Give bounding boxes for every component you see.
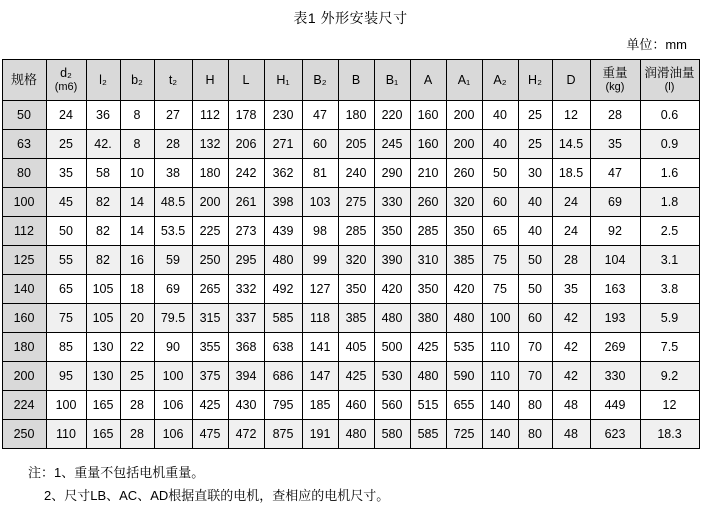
table-cell: 28: [552, 246, 590, 275]
table-cell: 58: [86, 159, 120, 188]
table-cell: 47: [302, 101, 338, 130]
table-cell: 104: [590, 246, 640, 275]
table-cell: 165: [86, 391, 120, 420]
table-cell: 38: [154, 159, 192, 188]
table-cell: 449: [590, 391, 640, 420]
table-cell: 585: [264, 304, 302, 333]
column-header: H: [192, 60, 228, 101]
table-row: [2, 333, 699, 362]
table-cell: 475: [192, 420, 228, 449]
column-header: H₂: [518, 60, 552, 101]
table-cell: 355: [192, 333, 228, 362]
table-cell: 273: [228, 217, 264, 246]
table-cell: 36: [86, 101, 120, 130]
table-cell: 290: [374, 159, 410, 188]
table-cell: 100: [154, 362, 192, 391]
table-cell: 1.6: [640, 159, 699, 188]
table-cell: 320: [446, 188, 482, 217]
table-cell: 55: [46, 246, 86, 275]
table-cell: 160: [410, 130, 446, 159]
table-cell: 18.5: [552, 159, 590, 188]
table-cell: 69: [590, 188, 640, 217]
column-header: D: [552, 60, 590, 101]
table-cell: 2.5: [640, 217, 699, 246]
cell-spec: 112: [2, 217, 46, 246]
table-cell: 230: [264, 101, 302, 130]
table-cell: 10: [120, 159, 154, 188]
cell-spec: 80: [2, 159, 46, 188]
table-cell: 585: [410, 420, 446, 449]
table-cell: 59: [154, 246, 192, 275]
note-line-1: 注：1、重量不包括电机重量。: [28, 465, 205, 480]
table-row: [2, 362, 699, 391]
table-cell: 492: [264, 275, 302, 304]
table-cell: 205: [338, 130, 374, 159]
table-cell: 439: [264, 217, 302, 246]
table-cell: 40: [482, 101, 518, 130]
table-cell: 350: [338, 275, 374, 304]
table-cell: 14: [120, 188, 154, 217]
column-header: A: [410, 60, 446, 101]
table-cell: 75: [46, 304, 86, 333]
table-row: [2, 391, 699, 420]
unit-label: 单位：mm: [626, 37, 687, 52]
table-cell: 330: [590, 362, 640, 391]
column-header: B₂: [302, 60, 338, 101]
table-cell: 390: [374, 246, 410, 275]
column-header: A₁: [446, 60, 482, 101]
table-cell: 110: [482, 362, 518, 391]
table-cell: 3.1: [640, 246, 699, 275]
table-row: [2, 304, 699, 333]
table-cell: 70: [518, 362, 552, 391]
table-cell: 53.5: [154, 217, 192, 246]
column-header: H₁: [264, 60, 302, 101]
table-cell: 330: [374, 188, 410, 217]
table-cell: 275: [338, 188, 374, 217]
table-cell: 80: [518, 391, 552, 420]
table-cell: 368: [228, 333, 264, 362]
table-cell: 425: [338, 362, 374, 391]
table-cell: 79.5: [154, 304, 192, 333]
table-cell: 99: [302, 246, 338, 275]
table-cell: 380: [410, 304, 446, 333]
table-cell: 42: [552, 333, 590, 362]
table-cell: 271: [264, 130, 302, 159]
table-row: [2, 275, 699, 304]
table-cell: 50: [518, 246, 552, 275]
cell-spec: 224: [2, 391, 46, 420]
table-cell: 191: [302, 420, 338, 449]
spec-table: [2, 59, 700, 449]
table-cell: 141: [302, 333, 338, 362]
column-header: b₂: [120, 60, 154, 101]
table-cell: 60: [482, 188, 518, 217]
table-cell: 105: [86, 275, 120, 304]
table-cell: 350: [446, 217, 482, 246]
table-body: [2, 101, 699, 449]
table-cell: 75: [482, 246, 518, 275]
table-cell: 30: [518, 159, 552, 188]
table-cell: 394: [228, 362, 264, 391]
table-cell: 140: [482, 391, 518, 420]
table-cell: 24: [46, 101, 86, 130]
cell-spec: 50: [2, 101, 46, 130]
table-cell: 28: [120, 420, 154, 449]
table-cell: 375: [192, 362, 228, 391]
table-cell: 185: [302, 391, 338, 420]
column-header: l₂: [86, 60, 120, 101]
table-cell: 269: [590, 333, 640, 362]
table-cell: 40: [518, 188, 552, 217]
table-cell: 385: [446, 246, 482, 275]
table-cell: 638: [264, 333, 302, 362]
table-cell: 69: [154, 275, 192, 304]
table-cell: 420: [446, 275, 482, 304]
table-cell: 210: [410, 159, 446, 188]
table-cell: 82: [86, 188, 120, 217]
table-cell: 25: [518, 101, 552, 130]
table-cell: 560: [374, 391, 410, 420]
table-cell: 5.9: [640, 304, 699, 333]
table-cell: 350: [410, 275, 446, 304]
table-cell: 75: [482, 275, 518, 304]
table-cell: 500: [374, 333, 410, 362]
table-cell: 242: [228, 159, 264, 188]
table-header-row: [2, 60, 699, 101]
table-cell: 285: [338, 217, 374, 246]
table-row: [2, 101, 699, 130]
table-cell: 70: [518, 333, 552, 362]
table-cell: 178: [228, 101, 264, 130]
table-cell: 25: [120, 362, 154, 391]
table-cell: 261: [228, 188, 264, 217]
table-row: [2, 188, 699, 217]
table-cell: 60: [518, 304, 552, 333]
table-cell: 260: [410, 188, 446, 217]
table-cell: 180: [192, 159, 228, 188]
table-cell: 40: [518, 217, 552, 246]
table-cell: 385: [338, 304, 374, 333]
table-cell: 50: [46, 217, 86, 246]
table-cell: 480: [446, 304, 482, 333]
table-cell: 40: [482, 130, 518, 159]
table-row: [2, 130, 699, 159]
table-cell: 28: [120, 391, 154, 420]
table-cell: 180: [338, 101, 374, 130]
table-cell: 110: [482, 333, 518, 362]
table-cell: 875: [264, 420, 302, 449]
table-cell: 42: [552, 362, 590, 391]
table-cell: 35: [552, 275, 590, 304]
table-cell: 100: [482, 304, 518, 333]
table-cell: 220: [374, 101, 410, 130]
cell-spec: 160: [2, 304, 46, 333]
table-cell: 7.5: [640, 333, 699, 362]
note-line-2: 2、尺寸LB、AC、AD根据直联的电机，查相应的电机尺寸。: [44, 488, 390, 504]
table-cell: 85: [46, 333, 86, 362]
table-cell: 250: [192, 246, 228, 275]
table-cell: 9.2: [640, 362, 699, 391]
table-cell: 14.5: [552, 130, 590, 159]
cell-spec: 200: [2, 362, 46, 391]
table-cell: 480: [264, 246, 302, 275]
table-cell: 200: [192, 188, 228, 217]
table-cell: 132: [192, 130, 228, 159]
table-cell: 28: [154, 130, 192, 159]
table-cell: 106: [154, 420, 192, 449]
table-cell: 82: [86, 217, 120, 246]
table-cell: 332: [228, 275, 264, 304]
table-cell: 350: [374, 217, 410, 246]
table-cell: 245: [374, 130, 410, 159]
table-cell: 130: [86, 362, 120, 391]
table-cell: 535: [446, 333, 482, 362]
table-cell: 460: [338, 391, 374, 420]
table-cell: 22: [120, 333, 154, 362]
column-header: d₂ (m6): [46, 60, 86, 101]
column-header: B: [338, 60, 374, 101]
table-cell: 48.5: [154, 188, 192, 217]
table-cell: 147: [302, 362, 338, 391]
table-cell: 25: [518, 130, 552, 159]
column-header: L: [228, 60, 264, 101]
table-cell: 47: [590, 159, 640, 188]
table-cell: 425: [410, 333, 446, 362]
table-cell: 81: [302, 159, 338, 188]
table-cell: 35: [46, 159, 86, 188]
table-cell: 98: [302, 217, 338, 246]
table-cell: 24: [552, 217, 590, 246]
table-cell: 48: [552, 391, 590, 420]
cell-spec: 250: [2, 420, 46, 449]
cell-spec: 140: [2, 275, 46, 304]
table-cell: 60: [302, 130, 338, 159]
table-cell: 8: [120, 130, 154, 159]
table-cell: 3.8: [640, 275, 699, 304]
table-cell: 472: [228, 420, 264, 449]
table-cell: 8: [120, 101, 154, 130]
table-cell: 480: [374, 304, 410, 333]
table-cell: 225: [192, 217, 228, 246]
column-header: A₂: [482, 60, 518, 101]
table-cell: 18.3: [640, 420, 699, 449]
table-cell: 515: [410, 391, 446, 420]
table-cell: 530: [374, 362, 410, 391]
table-cell: 0.9: [640, 130, 699, 159]
table-cell: 45: [46, 188, 86, 217]
table-cell: 260: [446, 159, 482, 188]
table-cell: 320: [338, 246, 374, 275]
table-row: [2, 420, 699, 449]
table-cell: 106: [154, 391, 192, 420]
table-cell: 90: [154, 333, 192, 362]
table-row: [2, 217, 699, 246]
table-cell: 12: [640, 391, 699, 420]
table-cell: 430: [228, 391, 264, 420]
column-header: 润滑油量 (l): [640, 60, 699, 101]
table-cell: 165: [86, 420, 120, 449]
column-header: t₂: [154, 60, 192, 101]
table-cell: 362: [264, 159, 302, 188]
table-cell: 12: [552, 101, 590, 130]
table-cell: 0.6: [640, 101, 699, 130]
table-cell: 18: [120, 275, 154, 304]
table-cell: 725: [446, 420, 482, 449]
table-cell: 420: [374, 275, 410, 304]
page-title: 表1 外形安装尺寸: [293, 10, 408, 26]
table-cell: 65: [482, 217, 518, 246]
table-cell: 20: [120, 304, 154, 333]
table-cell: 14: [120, 217, 154, 246]
table-cell: 28: [590, 101, 640, 130]
table-cell: 425: [192, 391, 228, 420]
table-cell: 25: [46, 130, 86, 159]
table-cell: 265: [192, 275, 228, 304]
table-cell: 50: [518, 275, 552, 304]
column-header: B₁: [374, 60, 410, 101]
table-cell: 590: [446, 362, 482, 391]
table-cell: 193: [590, 304, 640, 333]
table-cell: 580: [374, 420, 410, 449]
table-cell: 80: [518, 420, 552, 449]
table-cell: 480: [338, 420, 374, 449]
table-cell: 405: [338, 333, 374, 362]
table-cell: 24: [552, 188, 590, 217]
table-cell: 92: [590, 217, 640, 246]
table-cell: 35: [590, 130, 640, 159]
table-cell: 50: [482, 159, 518, 188]
table-cell: 140: [482, 420, 518, 449]
table-cell: 1.8: [640, 188, 699, 217]
table-cell: 105: [86, 304, 120, 333]
table-cell: 130: [86, 333, 120, 362]
table-cell: 795: [264, 391, 302, 420]
cell-spec: 180: [2, 333, 46, 362]
table-cell: 112: [192, 101, 228, 130]
table-cell: 206: [228, 130, 264, 159]
table-cell: 118: [302, 304, 338, 333]
table-cell: 27: [154, 101, 192, 130]
table-row: [2, 159, 699, 188]
table-cell: 285: [410, 217, 446, 246]
table-cell: 48: [552, 420, 590, 449]
table-cell: 160: [410, 101, 446, 130]
table-cell: 310: [410, 246, 446, 275]
table-cell: 200: [446, 101, 482, 130]
table-cell: 398: [264, 188, 302, 217]
table-cell: 95: [46, 362, 86, 391]
table-cell: 315: [192, 304, 228, 333]
table-cell: 655: [446, 391, 482, 420]
table-cell: 82: [86, 246, 120, 275]
table-cell: 240: [338, 159, 374, 188]
table-cell: 103: [302, 188, 338, 217]
table-cell: 337: [228, 304, 264, 333]
table-cell: 480: [410, 362, 446, 391]
table-cell: 127: [302, 275, 338, 304]
table-cell: 16: [120, 246, 154, 275]
cell-spec: 63: [2, 130, 46, 159]
table-cell: 200: [446, 130, 482, 159]
table-cell: 42.: [86, 130, 120, 159]
table-cell: 65: [46, 275, 86, 304]
cell-spec: 100: [2, 188, 46, 217]
table-row: [2, 246, 699, 275]
table-cell: 295: [228, 246, 264, 275]
table-cell: 623: [590, 420, 640, 449]
table-cell: 42: [552, 304, 590, 333]
cell-spec: 125: [2, 246, 46, 275]
column-header: 规格: [2, 60, 46, 101]
table-cell: 163: [590, 275, 640, 304]
table-cell: 110: [46, 420, 86, 449]
table-cell: 686: [264, 362, 302, 391]
column-header: 重量 (kg): [590, 60, 640, 101]
notes-block: [28, 461, 701, 508]
table-cell: 100: [46, 391, 86, 420]
